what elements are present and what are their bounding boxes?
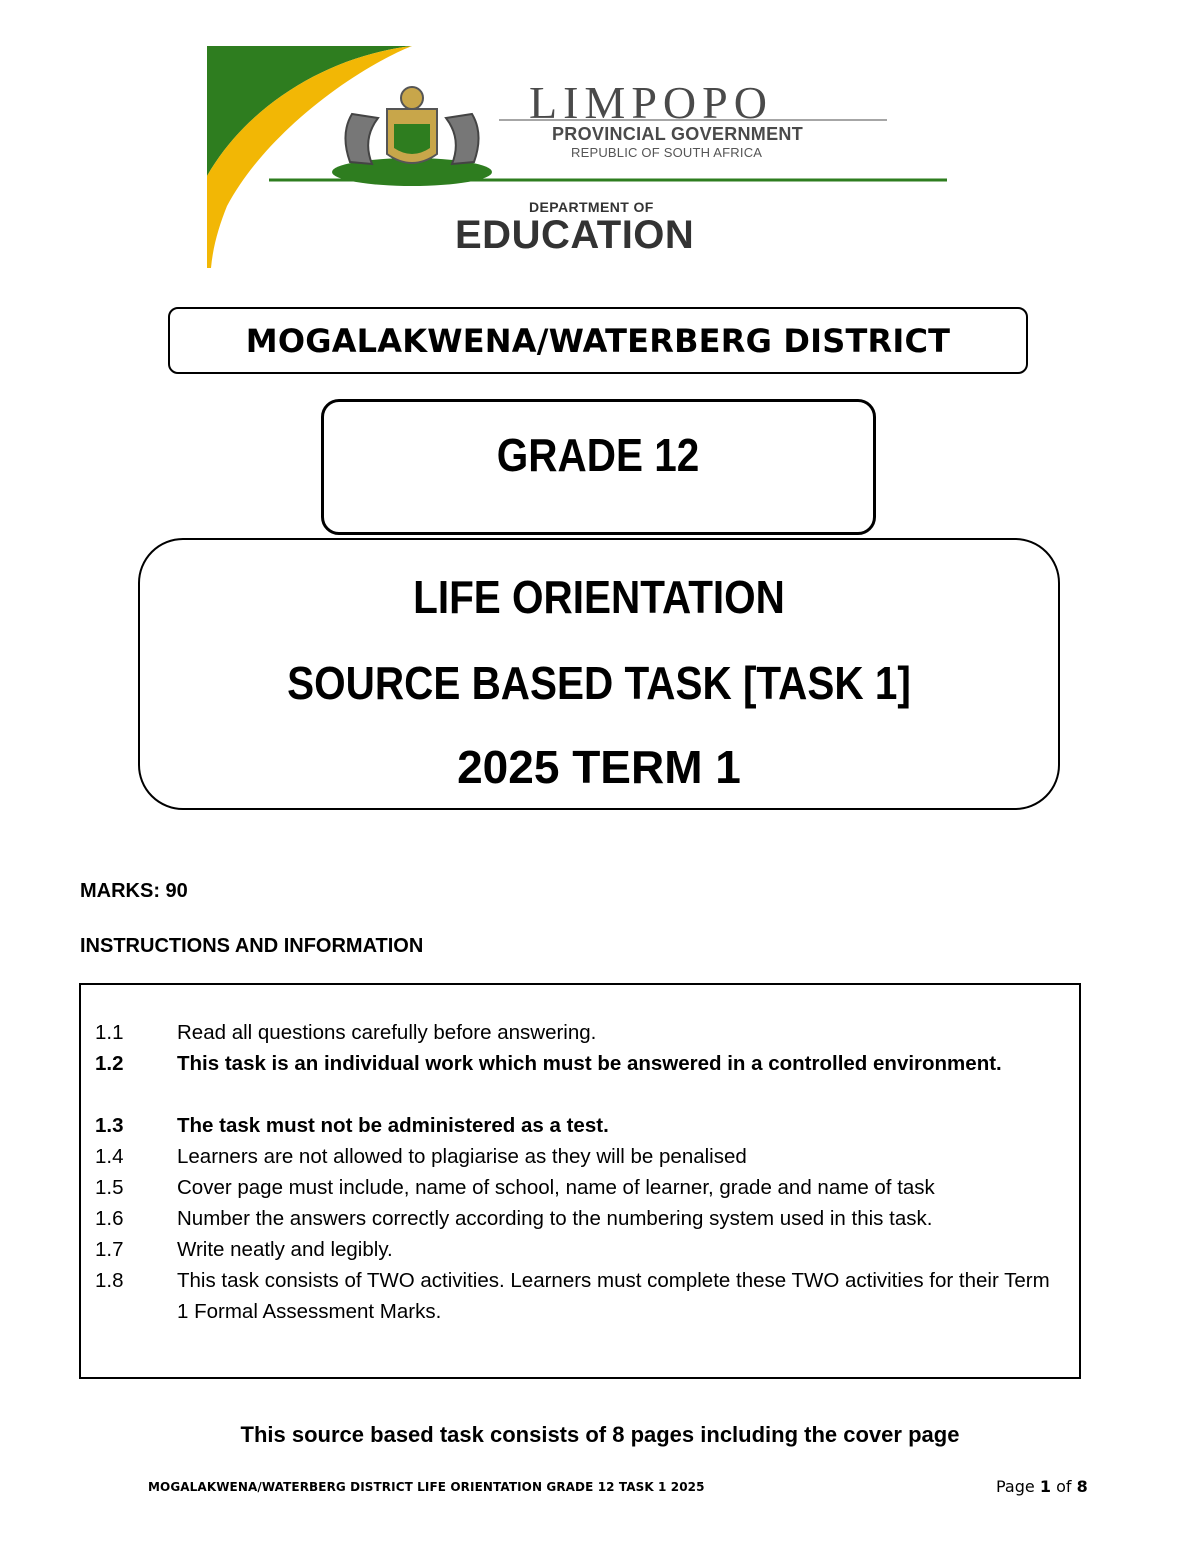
- instruction-number: 1.3: [95, 1114, 124, 1137]
- instruction-text: Write neatly and legibly.: [177, 1238, 393, 1261]
- page-count-note: This source based task consists of 8 pages including the cover page: [240, 1422, 960, 1447]
- instruction-text: This task is an individual work which must be answered in a controlled environment.: [177, 1052, 1002, 1075]
- logo-department: EDUCATION: [455, 213, 695, 257]
- instruction-number: 1.1: [95, 1021, 124, 1044]
- task-title: SOURCE BASED TASK [TASK 1]: [287, 657, 911, 709]
- district-title: MOGALAKWENA/WATERBERG DISTRICT: [245, 321, 951, 360]
- page-of: of: [1056, 1477, 1072, 1496]
- instruction-number: 1.2: [95, 1052, 124, 1075]
- instruction-text: Learners are not allowed to plagiarise as they will be penalised: [177, 1145, 747, 1168]
- instruction-number: 1.6: [95, 1207, 124, 1230]
- instructions-heading: INSTRUCTIONS AND INFORMATION: [80, 935, 424, 957]
- page-current: 1: [1039, 1477, 1051, 1496]
- instruction-number: 1.8: [95, 1269, 124, 1292]
- instruction-text: Cover page must include, name of school, name of learner, grade and name of task: [177, 1176, 935, 1199]
- footer-document-title: MOGALAKWENA/WATERBERG DISTRICT LIFE ORIENTATION GRADE 12 TASK 1 2025: [148, 1480, 705, 1494]
- department-logo: [207, 46, 957, 268]
- coat-of-arms-icon: [332, 87, 492, 186]
- subject-title: LIFE ORIENTATION: [413, 571, 785, 623]
- logo-title: LIMPOPO: [529, 77, 773, 128]
- term-title: 2025 TERM 1: [457, 741, 741, 793]
- page-number: [996, 1477, 1088, 1496]
- instructions-box: [79, 983, 1081, 1379]
- marks-label: MARKS: 90: [80, 880, 188, 902]
- page-total: 8: [1076, 1477, 1088, 1496]
- instruction-text: Read all questions carefully before answering.: [177, 1021, 597, 1044]
- instruction-number: 1.7: [95, 1238, 124, 1261]
- logo-country: REPUBLIC OF SOUTH AFRICA: [571, 145, 763, 160]
- instruction-number: 1.5: [95, 1176, 124, 1199]
- grade-box: [321, 399, 876, 535]
- instruction-text: The task must not be administered as a test.: [177, 1114, 609, 1137]
- instruction-text: This task consists of TWO activities. Learners must complete these TWO activities for their Term 1 Formal Assessment Marks.: [177, 1269, 1050, 1323]
- page-label: Page: [996, 1477, 1035, 1496]
- district-box: [168, 307, 1028, 374]
- logo-subtitle: PROVINCIAL GOVERNMENT: [552, 124, 803, 144]
- logo-department-of: DEPARTMENT OF: [529, 199, 654, 215]
- instruction-number: 1.4: [95, 1145, 124, 1168]
- instruction-text: Number the answers correctly according to the numbering system used in this task.: [177, 1207, 933, 1230]
- grade-title: GRADE 12: [497, 429, 700, 481]
- subject-box: [138, 538, 1060, 810]
